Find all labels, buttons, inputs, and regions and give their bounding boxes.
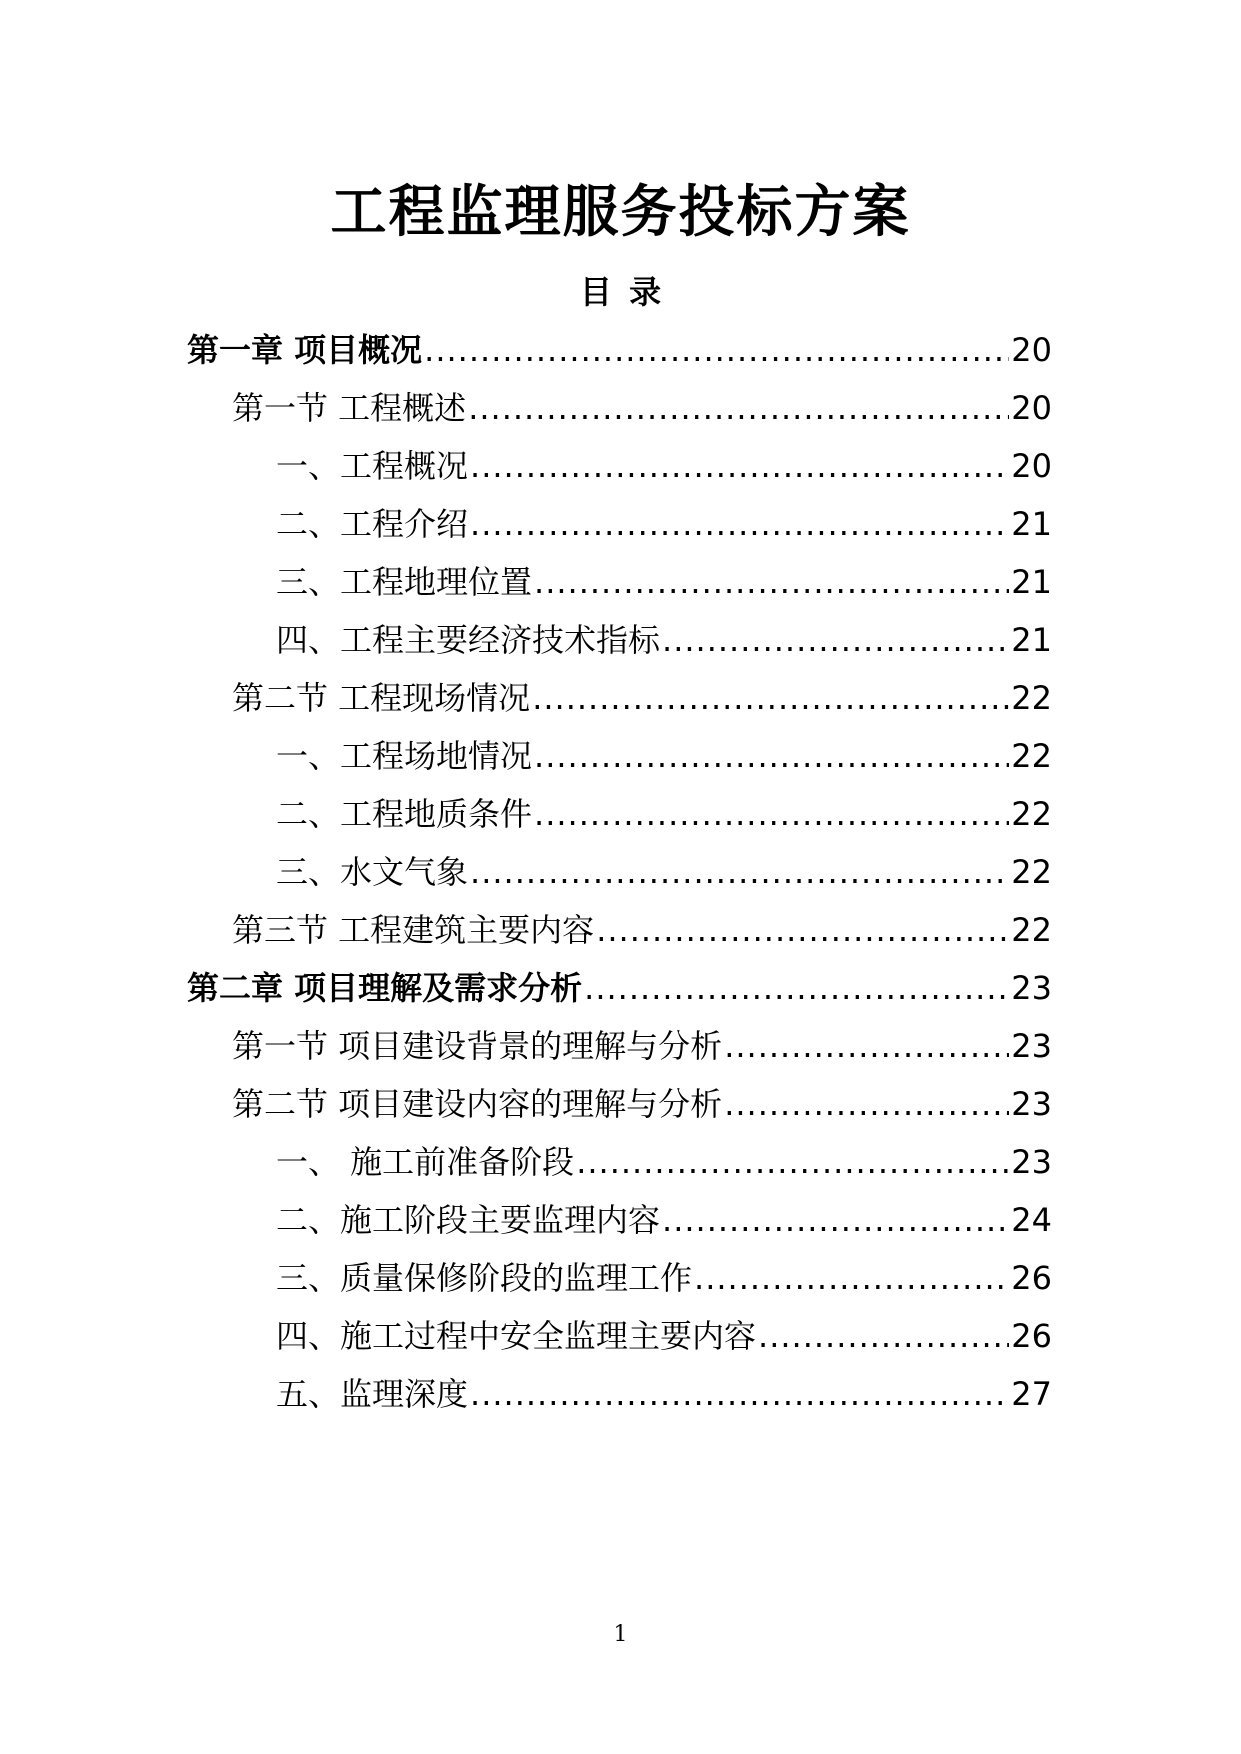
toc-subsection-entry[interactable] bbox=[276, 1246, 1052, 1310]
toc-dot-leader bbox=[534, 562, 1009, 602]
toc-dot-leader bbox=[758, 1316, 1009, 1356]
toc-entry-page: 20 bbox=[1011, 331, 1052, 369]
toc-entry-label: 三、水文气象 bbox=[276, 853, 469, 891]
toc-entry-page: 23 bbox=[1011, 1143, 1052, 1181]
toc-entry-page: 21 bbox=[1011, 505, 1052, 543]
toc-dot-leader bbox=[532, 678, 1009, 718]
toc-subsection-entry[interactable] bbox=[276, 492, 1052, 556]
toc-section-entry[interactable] bbox=[232, 1014, 1052, 1078]
toc-entry-label: 一、工程概况 bbox=[276, 447, 469, 485]
toc-dot-leader bbox=[424, 330, 1009, 370]
toc-subsection-entry[interactable] bbox=[276, 840, 1052, 904]
toc-section-entry[interactable] bbox=[232, 1072, 1052, 1136]
toc-entry-page: 23 bbox=[1011, 1085, 1052, 1123]
toc-subsection-entry[interactable] bbox=[276, 1304, 1052, 1368]
toc-entry-page: 22 bbox=[1011, 795, 1052, 833]
toc-chapter-entry[interactable] bbox=[187, 956, 1052, 1020]
toc-subsection-entry[interactable] bbox=[276, 1188, 1052, 1252]
toc-dot-leader bbox=[596, 910, 1009, 950]
toc-entry-page: 27 bbox=[1011, 1375, 1052, 1413]
toc-entry-label: 第二节 工程现场情况 bbox=[232, 679, 531, 717]
toc-entry-label: 三、质量保修阶段的监理工作 bbox=[276, 1259, 693, 1297]
toc-entry-label: 一、 施工前准备阶段 bbox=[276, 1143, 575, 1181]
toc-entry-label: 第一节 项目建设背景的理解与分析 bbox=[232, 1027, 723, 1065]
page-number: 1 bbox=[613, 1622, 628, 1647]
toc-subsection-entry[interactable] bbox=[276, 550, 1052, 614]
toc-subsection-entry[interactable] bbox=[276, 724, 1052, 788]
toc-chapter-entry[interactable] bbox=[187, 318, 1052, 382]
toc-entry-label: 第三节 工程建筑主要内容 bbox=[232, 911, 595, 949]
toc-dot-leader bbox=[694, 1258, 1009, 1298]
toc-entry-page: 24 bbox=[1011, 1201, 1052, 1239]
toc-dot-leader bbox=[662, 1200, 1009, 1240]
toc-section-entry[interactable] bbox=[232, 666, 1052, 730]
toc-entry-label: 四、施工过程中安全监理主要内容 bbox=[276, 1317, 757, 1355]
toc-entry-page: 21 bbox=[1011, 621, 1052, 659]
toc-entry-label: 第二节 项目建设内容的理解与分析 bbox=[232, 1085, 723, 1123]
toc-entry-page: 22 bbox=[1011, 679, 1052, 717]
toc-section-entry[interactable] bbox=[232, 376, 1052, 440]
toc-dot-leader bbox=[576, 1142, 1009, 1182]
toc-dot-leader bbox=[724, 1084, 1009, 1124]
toc-entry-label: 第一节 工程概述 bbox=[232, 389, 467, 427]
toc-entry-page: 26 bbox=[1011, 1317, 1052, 1355]
toc-dot-leader bbox=[470, 852, 1009, 892]
toc-subsection-entry[interactable] bbox=[276, 434, 1052, 498]
toc-entry-page: 23 bbox=[1011, 969, 1052, 1007]
toc-dot-leader bbox=[534, 794, 1009, 834]
toc-entry-page: 20 bbox=[1011, 389, 1052, 427]
toc-dot-leader bbox=[470, 1374, 1009, 1414]
toc-entry-label: 第二章 项目理解及需求分析 bbox=[187, 969, 583, 1007]
toc-entry-page: 22 bbox=[1011, 853, 1052, 891]
toc-entry-label: 二、施工阶段主要监理内容 bbox=[276, 1201, 661, 1239]
toc-entry-label: 第一章 项目概况 bbox=[187, 331, 423, 369]
toc-dot-leader bbox=[534, 736, 1009, 776]
toc-dot-leader bbox=[584, 968, 1009, 1008]
toc-entry-label: 一、工程场地情况 bbox=[276, 737, 533, 775]
toc-subsection-entry[interactable] bbox=[276, 782, 1052, 846]
toc-entry-page: 26 bbox=[1011, 1259, 1052, 1297]
toc-entry-label: 四、工程主要经济技术指标 bbox=[276, 621, 661, 659]
toc-subsection-entry[interactable] bbox=[276, 1130, 1052, 1194]
toc-heading: 目 录 bbox=[579, 273, 662, 311]
document-title: 工程监理服务投标方案 bbox=[330, 180, 911, 245]
toc-dot-leader bbox=[724, 1026, 1009, 1066]
toc-dot-leader bbox=[468, 388, 1009, 428]
toc-subsection-entry[interactable] bbox=[276, 1362, 1052, 1426]
toc-entry-page: 21 bbox=[1011, 563, 1052, 601]
toc-entry-page: 20 bbox=[1011, 447, 1052, 485]
toc-entry-label: 三、工程地理位置 bbox=[276, 563, 533, 601]
toc-section-entry[interactable] bbox=[232, 898, 1052, 962]
toc-entry-label: 五、监理深度 bbox=[276, 1375, 469, 1413]
toc-entry-page: 22 bbox=[1011, 911, 1052, 949]
toc-entry-page: 22 bbox=[1011, 737, 1052, 775]
toc-entry-label: 二、工程介绍 bbox=[276, 505, 469, 543]
toc-dot-leader bbox=[662, 620, 1009, 660]
toc-subsection-entry[interactable] bbox=[276, 608, 1052, 672]
toc-dot-leader bbox=[470, 446, 1009, 486]
toc-entry-page: 23 bbox=[1011, 1027, 1052, 1065]
toc-entry-label: 二、工程地质条件 bbox=[276, 795, 533, 833]
toc-dot-leader bbox=[470, 504, 1009, 544]
